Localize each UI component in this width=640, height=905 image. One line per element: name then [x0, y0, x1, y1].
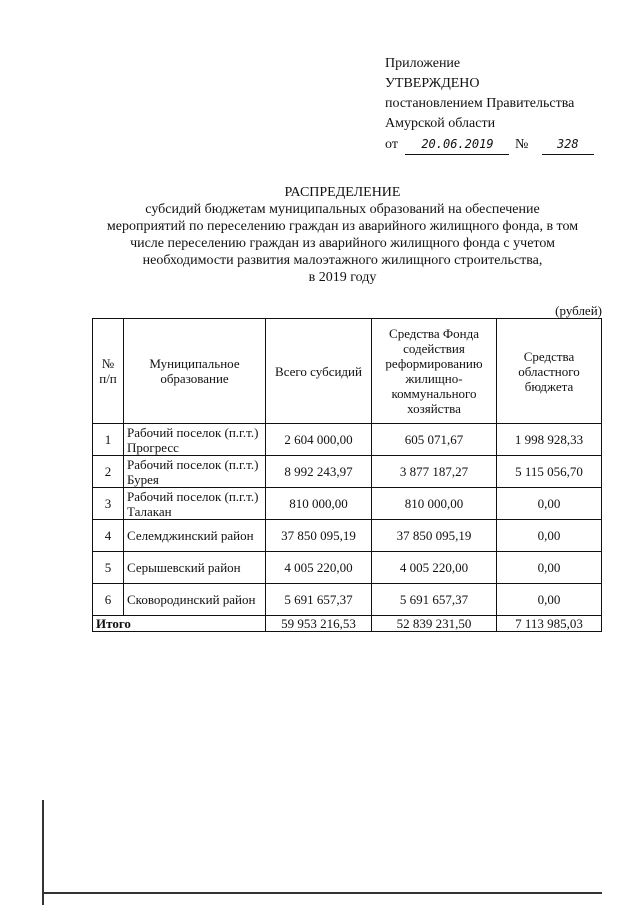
- distribution-table: [92, 318, 602, 632]
- row-number: 3: [93, 488, 124, 520]
- row-municipality: Серышевский район: [124, 552, 266, 584]
- row-municipality: Рабочий поселок (п.г.т.) Прогресс: [124, 424, 266, 456]
- table-header-row: [93, 319, 602, 424]
- title-line-4: необходимости развития малоэтажного жилищного строительства,: [142, 253, 543, 268]
- approval-block: [385, 54, 594, 155]
- row-total: 8 992 243,97: [266, 456, 372, 488]
- row-regional: 5 115 056,70: [497, 456, 602, 488]
- units-label: (рублей): [555, 303, 602, 318]
- row-number: 1: [93, 424, 124, 456]
- header-total: Всего субсидий: [266, 319, 372, 424]
- row-municipality: Селемджинский район: [124, 520, 266, 552]
- header-fund: Средства Фонда содействия реформированию жилищно-коммунального хозяйства: [372, 319, 497, 424]
- handwritten-date: 20.06.2019: [405, 134, 509, 155]
- table-row: [93, 584, 602, 616]
- table-total-row: [93, 616, 602, 632]
- table-row: [93, 456, 602, 488]
- approved-label: УТВЕРЖДЕНО: [385, 76, 480, 91]
- row-total: 2 604 000,00: [266, 424, 372, 456]
- date-number-line: [385, 134, 594, 155]
- header-municipality: Муниципальное образование: [124, 319, 266, 424]
- row-fund: 3 877 187,27: [372, 456, 497, 488]
- row-fund: 4 005 220,00: [372, 552, 497, 584]
- row-fund: 37 850 095,19: [372, 520, 497, 552]
- total-fund: 52 839 231,50: [372, 616, 497, 632]
- row-total: 810 000,00: [266, 488, 372, 520]
- document-title: [90, 184, 595, 286]
- scan-edge-bottom: [42, 892, 602, 894]
- header-regional: Средства областного бюджета: [497, 319, 602, 424]
- region-label: Амурской области: [385, 116, 496, 131]
- title-line-2: мероприятий по переселению граждан из аварийного жилищного фонда, в том: [106, 219, 579, 234]
- table-row: [93, 520, 602, 552]
- title-line-1: субсидий бюджетам муниципальных образований на обеспечение: [145, 202, 540, 217]
- total-regional: 7 113 985,03: [497, 616, 602, 632]
- appendix-label: Приложение: [385, 56, 461, 71]
- total-label: Итого: [93, 616, 266, 632]
- total-sum: 59 953 216,53: [266, 616, 372, 632]
- row-regional: 0,00: [497, 584, 602, 616]
- row-total: 5 691 657,37: [266, 584, 372, 616]
- row-regional: 1 998 928,33: [497, 424, 602, 456]
- title-line-5: в 2019 году: [308, 270, 377, 285]
- from-label: от: [385, 137, 398, 152]
- row-number: 2: [93, 456, 124, 488]
- resolution-label: постановлением Правительства: [385, 96, 575, 111]
- handwritten-number: 328: [542, 134, 594, 155]
- row-municipality: Сковородинский район: [124, 584, 266, 616]
- row-number: 4: [93, 520, 124, 552]
- row-fund: 5 691 657,37: [372, 584, 497, 616]
- row-municipality: Рабочий поселок (п.г.т.) Талакан: [124, 488, 266, 520]
- scan-edge-left: [42, 800, 44, 905]
- row-number: 6: [93, 584, 124, 616]
- row-regional: 0,00: [497, 520, 602, 552]
- header-number: № п/п: [93, 319, 124, 424]
- row-regional: 0,00: [497, 488, 602, 520]
- row-fund: 605 071,67: [372, 424, 497, 456]
- table-row: [93, 424, 602, 456]
- number-sign: №: [514, 137, 529, 152]
- row-fund: 810 000,00: [372, 488, 497, 520]
- row-number: 5: [93, 552, 124, 584]
- table-row: [93, 488, 602, 520]
- title-heading: РАСПРЕДЕЛЕНИЕ: [284, 185, 401, 200]
- row-municipality: Рабочий поселок (п.г.т.) Бурея: [124, 456, 266, 488]
- title-line-3: числе переселению граждан из аварийного жилищного фонда с учетом: [130, 236, 555, 251]
- row-total: 4 005 220,00: [266, 552, 372, 584]
- table-row: [93, 552, 602, 584]
- row-regional: 0,00: [497, 552, 602, 584]
- row-total: 37 850 095,19: [266, 520, 372, 552]
